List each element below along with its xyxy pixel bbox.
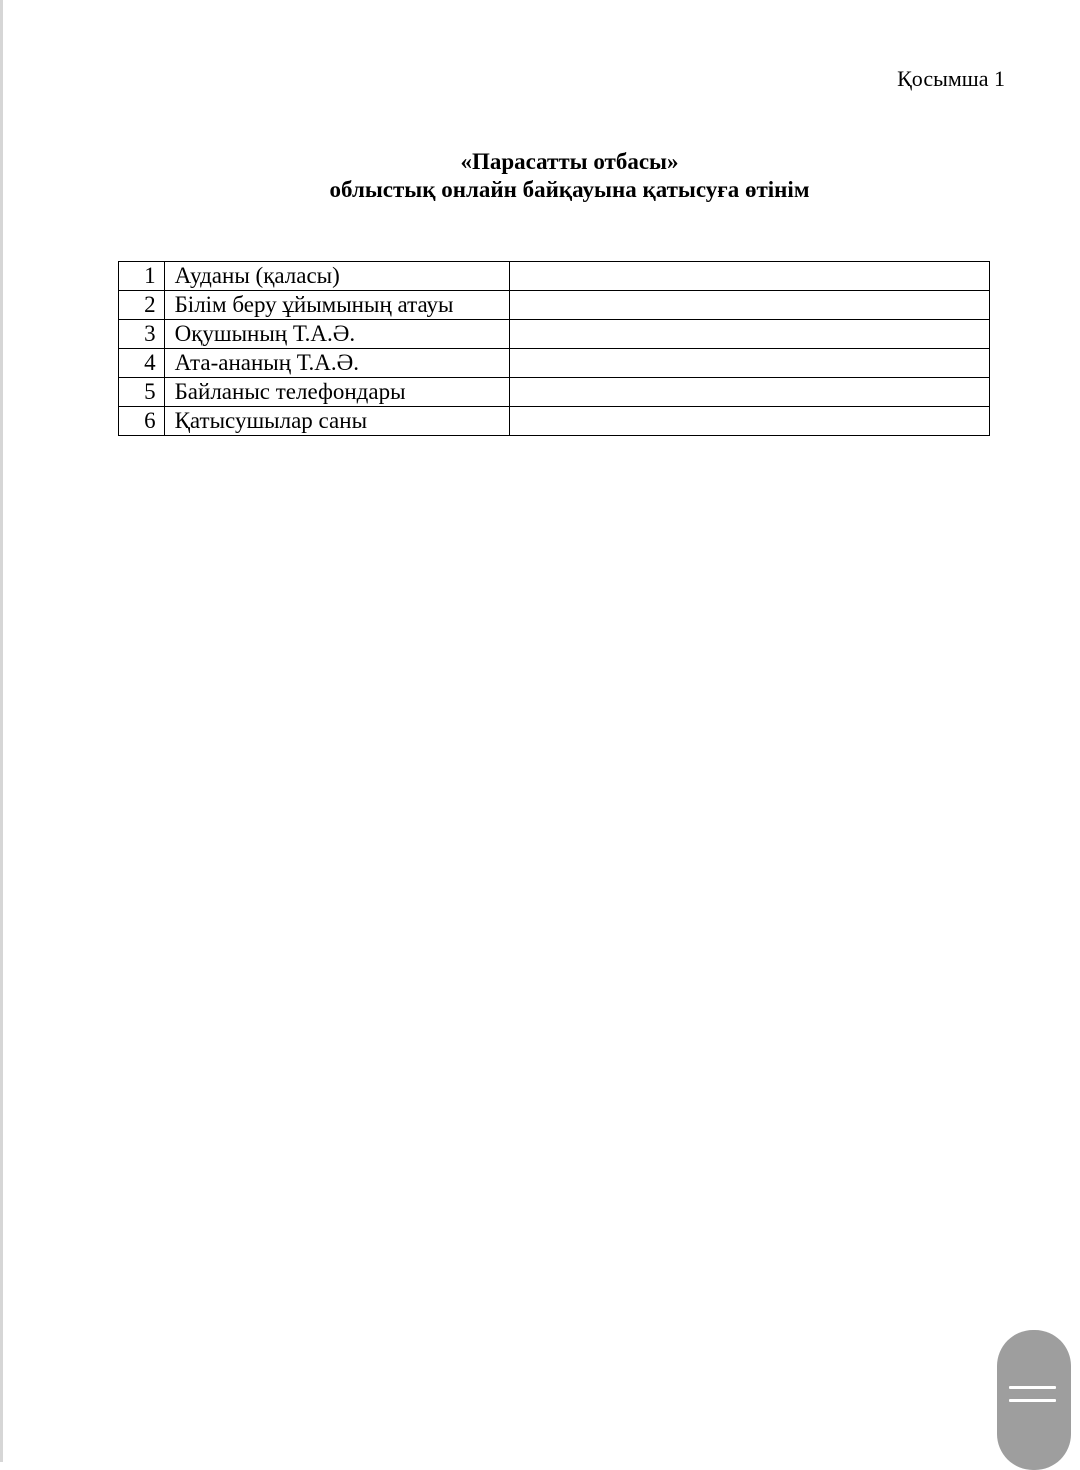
row-number: 3 (119, 320, 165, 349)
document-page (3, 0, 1080, 1462)
row-value (509, 291, 989, 320)
table-row (119, 291, 990, 320)
row-number: 6 (119, 407, 165, 436)
row-label: Байланыс телефондары (164, 378, 509, 407)
table-row (119, 349, 990, 378)
row-label: Ата-ананың Т.А.Ә. (164, 349, 509, 378)
row-value (509, 378, 989, 407)
row-number: 1 (119, 262, 165, 291)
row-value (509, 320, 989, 349)
scroll-handle[interactable] (997, 1330, 1071, 1470)
title-line-2: облыстық онлайн байқауына қатысуға өтінім (329, 177, 810, 202)
row-value (509, 262, 989, 291)
title-line-1: «Парасатты отбасы» (460, 149, 679, 174)
row-label: Ауданы (қаласы) (164, 262, 509, 291)
appendix-label: Қосымша 1 (897, 66, 1005, 91)
row-value (509, 407, 989, 436)
table-row (119, 407, 990, 436)
row-number: 5 (119, 378, 165, 407)
row-label: Білім беру ұйымының атауы (164, 291, 509, 320)
row-value (509, 349, 989, 378)
row-number: 4 (119, 349, 165, 378)
row-number: 2 (119, 291, 165, 320)
document-title (3, 148, 1080, 204)
table-row (119, 262, 990, 291)
application-form-table (118, 261, 990, 436)
table-row (119, 378, 990, 407)
table-row (119, 320, 990, 349)
row-label: Оқушының Т.А.Ә. (164, 320, 509, 349)
row-label: Қатысушылар саны (164, 407, 509, 436)
